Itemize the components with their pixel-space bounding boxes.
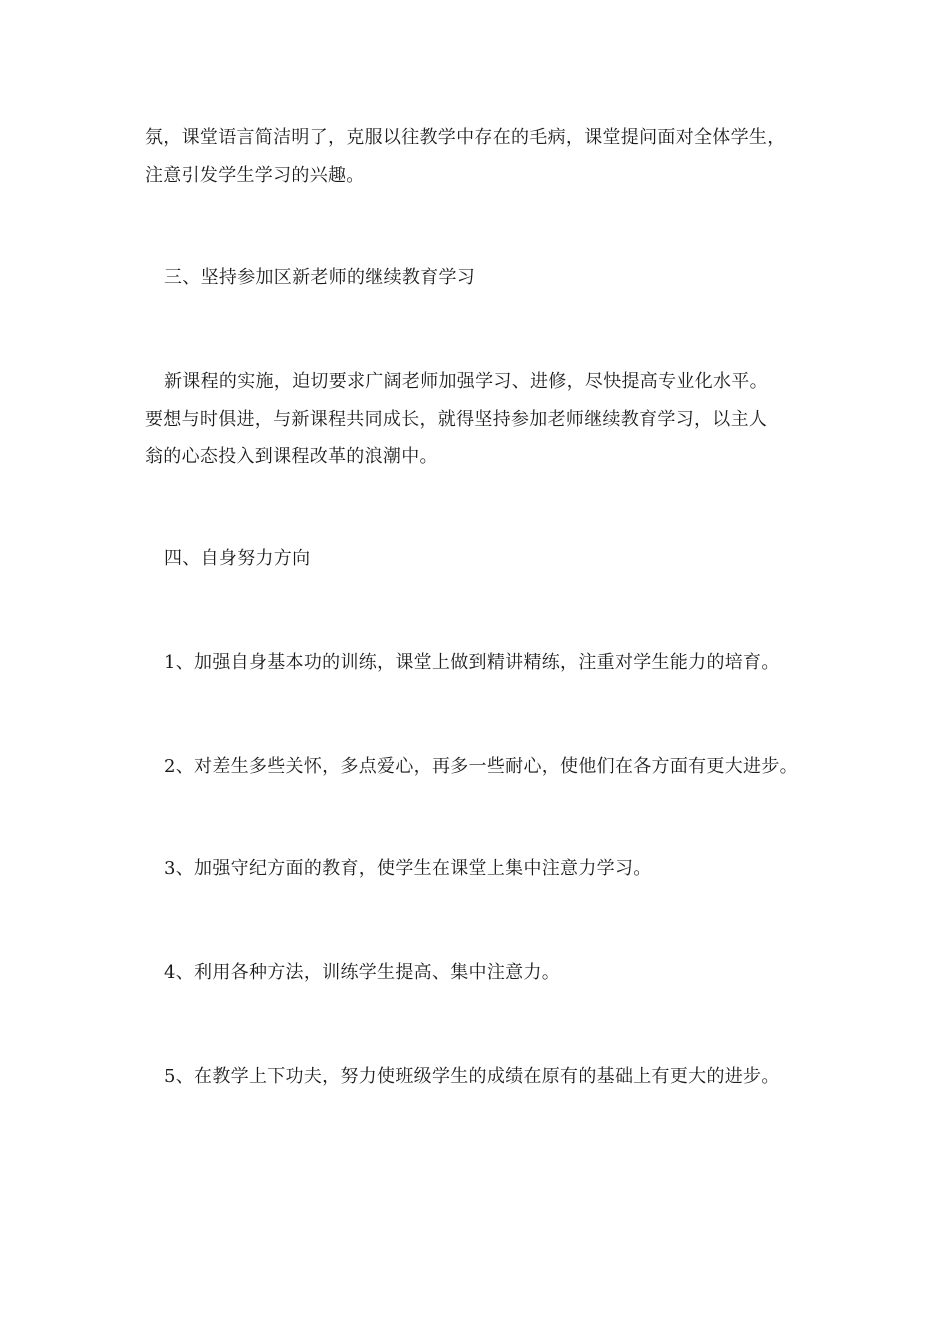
section-heading: 四、自身努力方向 bbox=[164, 548, 311, 569]
list-item: 3、加强守纪方面的教育，使学生在课堂上集中注意力学习。 bbox=[164, 858, 652, 879]
paragraph-line: 要想与时俱进，与新课程共同成长，就得坚持参加老师继续教育学习，以主人 bbox=[145, 409, 768, 430]
list-item: 1、加强自身基本功的训练，课堂上做到精讲精练，注重对学生能力的培育。 bbox=[164, 652, 780, 673]
list-item: 2、对差生多些关怀，多点爱心，再多一些耐心，使他们在各方面有更大进步。 bbox=[164, 756, 798, 777]
list-item: 4、利用各种方法，训练学生提高、集中注意力。 bbox=[164, 962, 561, 983]
list-item: 5、在教学上下功夫，努力使班级学生的成绩在原有的基础上有更大的进步。 bbox=[164, 1066, 780, 1087]
section-heading: 三、坚持参加区新老师的继续教育学习 bbox=[164, 267, 476, 288]
paragraph-line: 新课程的实施，迫切要求广阔老师加强学习、进修，尽快提高专业化水平。 bbox=[164, 371, 768, 392]
paragraph-line: 氛，课堂语言简洁明了，克服以往教学中存在的毛病，课堂提问面对全体学生， bbox=[145, 127, 786, 148]
paragraph-line: 翁的心态投入到课程改革的浪潮中。 bbox=[145, 446, 438, 467]
paragraph-line: 注意引发学生学习的兴趣。 bbox=[145, 165, 365, 186]
